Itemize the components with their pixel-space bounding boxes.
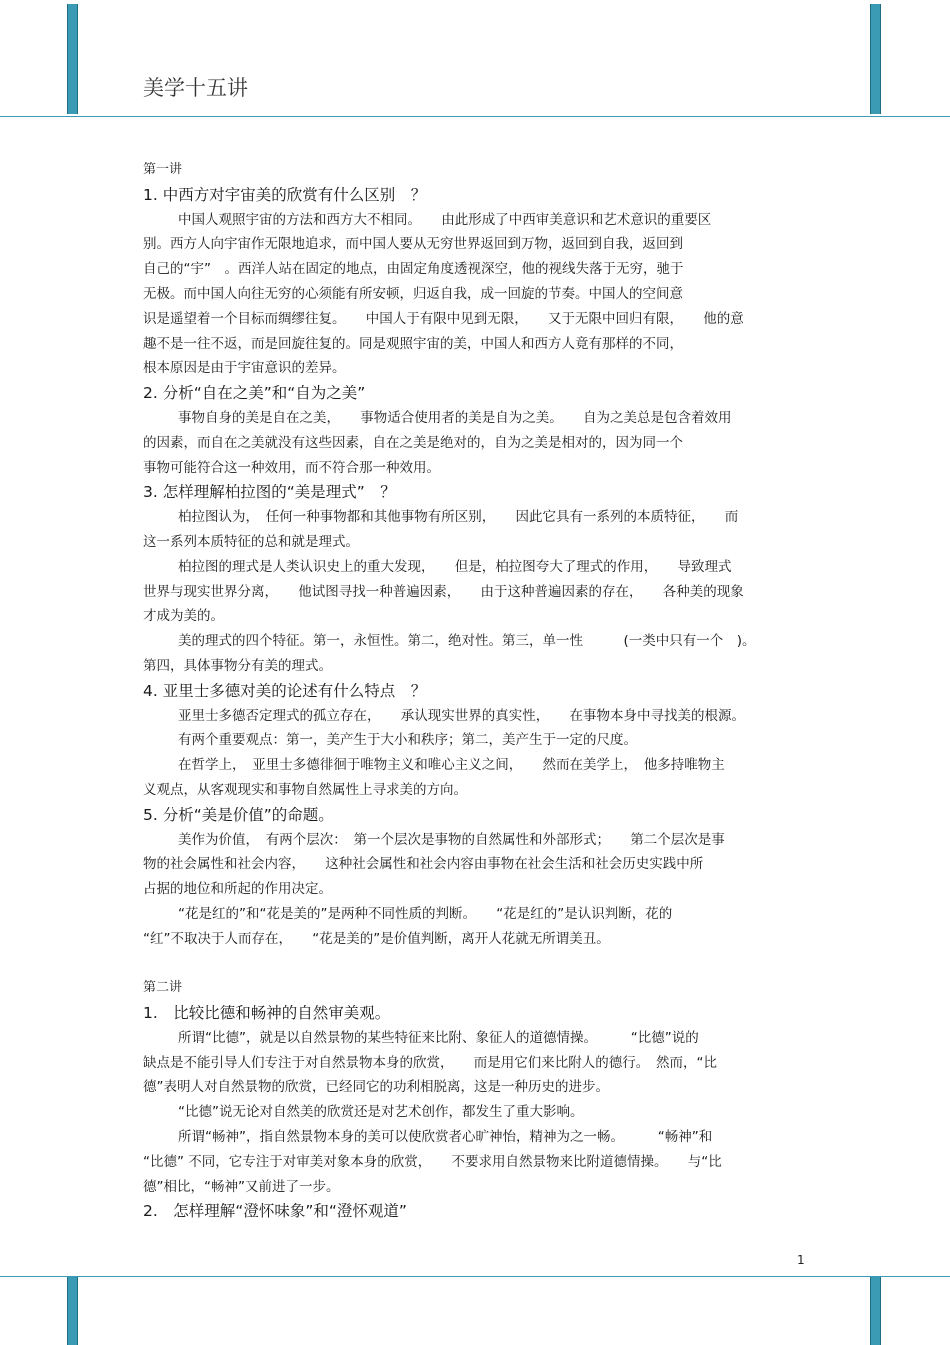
bottom-left-decor-bar bbox=[67, 1277, 78, 1345]
paragraph-line: 物的社会属性和社会内容， 这种社会属性和社会内容由事物在社会生活和社会历史实践中所 bbox=[143, 856, 704, 873]
paragraph-line: 所谓“比德”，就是以自然景物的某些特征来比附、象征人的道德情操。 “比德”说的 bbox=[178, 1029, 699, 1046]
document-body bbox=[143, 158, 805, 1224]
question-heading: 5. 分析“美是价值”的命题。 bbox=[143, 805, 334, 824]
paragraph-line: 第四，具体事物分有美的理式。 bbox=[143, 657, 332, 674]
paragraph-line: 事物自身的美是自在之美， 事物适合使用者的美是自为之美。 自为之美总是包含着效用 bbox=[178, 409, 732, 426]
paragraph-line: 德”表明人对自然景物的欣赏，已经同它的功利相脱离，这是一种历史的进步。 bbox=[143, 1079, 609, 1096]
paragraph-line: 无极。而中国人向往无穷的心须能有所安顿，归返自我，成一回旋的节奏。中国人的空间意 bbox=[143, 285, 683, 302]
question-heading: 1. 中西方对宇宙美的欣赏有什么区别 ？ bbox=[143, 185, 427, 204]
paragraph-line: “比德” 不同，它专注于对审美对象本身的欣赏， 不要求用自然景物来比附道德情操。 与“比 bbox=[143, 1153, 722, 1170]
paragraph-line: 所谓“畅神”，指自然景物本身的美可以使欣赏者心旷神怡，精神为之一畅。 “畅神”和 bbox=[178, 1129, 713, 1146]
question-heading: 1. 比较比德和畅神的自然审美观。 bbox=[143, 1004, 391, 1023]
paragraph-line: 世界与现实世界分离， 他试图寻找一种普遍因素， 由于这种普遍因素的存在， 各种美的现象 bbox=[143, 583, 744, 600]
paragraph-line: 在哲学上， 亚里士多德徘徊于唯物主义和唯心主义之间， 然而在美学上， 他多持唯物主 bbox=[178, 757, 725, 774]
paragraph-line: 德”相比，“畅神”又前进了一步。 bbox=[143, 1178, 340, 1195]
paragraph-line: 缺点是不能引导人们专注于对自然景物本身的欣赏， 而是用它们来比附人的德行。 然而，“比 bbox=[143, 1054, 717, 1071]
paragraph-line: 事物可能符合这一种效用，而不符合那一种效用。 bbox=[143, 459, 440, 476]
paragraph-line: 的因素，而自在之美就没有这些因素，自在之美是绝对的，自为之美是相对的，因为同一个 bbox=[143, 434, 683, 451]
paragraph-line: 自己的“宇” 。西洋人站在固定的地点，由固定角度透视深空，他的视线失落于无穷，驰于 bbox=[143, 261, 684, 278]
paragraph-line: 占据的地位和所起的作用决定。 bbox=[143, 881, 332, 898]
paragraph-line: 柏拉图认为， 任何一种事物都和其他事物有所区别， 因此它具有一系列的本质特征， 而 bbox=[178, 509, 739, 526]
paragraph-line: 美的理式的四个特征。第一，永恒性。第二，绝对性。第三，单一性 (一类中只有一个 )。 bbox=[178, 633, 756, 650]
question-heading: 2. 分析“自在之美”和“自为之美” bbox=[143, 384, 366, 403]
paragraph-line: “比德”说无论对自然美的欣赏还是对艺术创作，都发生了重大影响。 bbox=[178, 1104, 584, 1121]
bottom-right-decor-bar bbox=[870, 1277, 881, 1345]
paragraph-line: 义观点，从客观现实和事物自然属性上寻求美的方向。 bbox=[143, 781, 467, 798]
paragraph-line: 这一系列本质特征的总和就是理式。 bbox=[143, 533, 359, 550]
header-rule bbox=[0, 116, 950, 117]
paragraph-line: 有两个重要观点：第一，美产生于大小和秩序；第二，美产生于一定的尺度。 bbox=[178, 732, 637, 749]
question-heading: 3. 怎样理解柏拉图的“美是理式” ？ bbox=[143, 483, 396, 502]
top-left-decor-bar bbox=[67, 4, 78, 114]
paragraph-line: 美作为价值， 有两个层次： 第一个层次是事物的自然属性和外部形式； 第二个层次是事 bbox=[178, 831, 725, 848]
paragraph-line: “红”不取决于人而存在， “花是美的”是价值判断，离开人花就无所谓美丑。 bbox=[143, 930, 610, 947]
footer-rule bbox=[0, 1276, 950, 1277]
paragraph-line: 别。西方人向宇宙作无限地追求，而中国人要从无穷世界返回到万物，返回到自我，返回到 bbox=[143, 236, 683, 253]
page-number: 1 bbox=[797, 1253, 805, 1267]
paragraph-line: 中国人观照宇宙的方法和西方大不相同。 由此形成了中西审美意识和艺术意识的重要区 bbox=[178, 211, 712, 228]
paragraph-line: 柏拉图的理式是人类认识史上的重大发现， 但是，柏拉图夸大了理式的作用， 导致理式 bbox=[178, 558, 732, 575]
paragraph-line: 识是遥望着一个目标而绸缪往复。 中国人于有限中见到无限， 又于无限中回归有限， 他的意 bbox=[143, 310, 744, 327]
chapter-heading: 第一讲 bbox=[143, 162, 183, 177]
question-heading: 2. 怎样理解“澄怀味象”和“澄怀观道” bbox=[143, 1202, 407, 1221]
chapter-heading: 第二讲 bbox=[143, 980, 183, 996]
paragraph-line: 根本原因是由于宇宙意识的差异。 bbox=[143, 360, 346, 377]
paragraph-line: “花是红的”和“花是美的”是两种不同性质的判断。 “花是红的”是认识判断，花的 bbox=[178, 905, 673, 922]
top-right-decor-bar bbox=[870, 4, 881, 114]
paragraph-line: 亚里士多德否定理式的孤立存在， 承认现实世界的真实性， 在事物本身中寻找美的根源。 bbox=[178, 707, 745, 724]
paragraph-line: 才成为美的。 bbox=[143, 608, 224, 625]
paragraph-line: 趣不是一往不返，而是回旋往复的。同是观照宇宙的美，中国人和西方人竟有那样的不同， bbox=[143, 335, 683, 352]
document-title: 美学十五讲 bbox=[143, 76, 248, 100]
blank-line bbox=[143, 952, 805, 977]
question-heading: 4. 亚里士多德对美的论述有什么特点 ？ bbox=[143, 681, 427, 700]
